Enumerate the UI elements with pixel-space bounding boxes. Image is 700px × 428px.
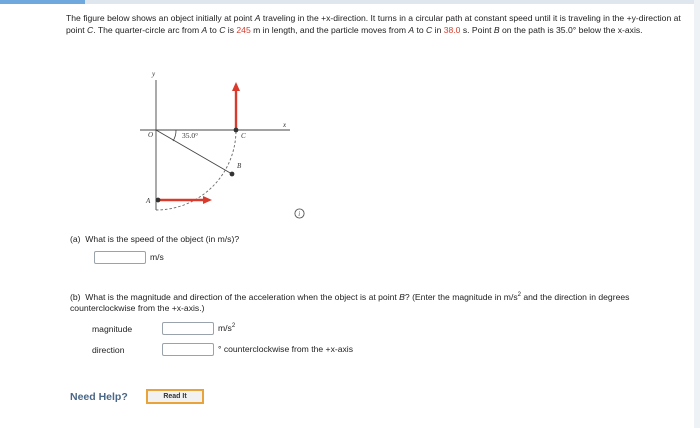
point-a-label: A (146, 197, 151, 205)
point-b-label: B (237, 162, 242, 170)
velocity-arrowhead-c (232, 82, 240, 91)
point-label: A (201, 24, 208, 35)
question-b (70, 290, 682, 315)
magnitude-unit (218, 323, 235, 333)
point-label: A (254, 13, 261, 23)
point-label: C (87, 24, 94, 35)
part-a-question: What is the speed of the object (in m/s)? (85, 234, 240, 244)
problem-text: s. Point (460, 24, 494, 35)
top-border (0, 0, 700, 4)
problem-text: to (414, 24, 427, 35)
problem-text: m in length, and the particle moves from (250, 24, 409, 35)
speed-unit: m/s (150, 252, 164, 262)
magnitude-unit-sup: 2 (231, 323, 236, 330)
read-it-button[interactable]: Read It (146, 389, 204, 404)
part-a-prefix: (a) (70, 234, 81, 244)
part-b-question-sup: 2 (517, 292, 521, 298)
point-a-dot (156, 198, 161, 203)
direction-label: direction (92, 345, 125, 355)
magnitude-unit-text: m/s (218, 323, 232, 333)
magnitude-answer-input[interactable] (162, 322, 214, 335)
part-b-question-start: What is the magnitude and direction of the acceleration when the object is at point (85, 291, 400, 302)
top-border-accent (0, 0, 85, 4)
scrollbar[interactable] (694, 0, 700, 428)
velocity-arrowhead-a (203, 196, 212, 204)
time-value: 38.0 (443, 24, 461, 35)
x-axis-label: x (283, 121, 287, 129)
point-label: C (426, 24, 433, 35)
part-b-prefix: (b) (70, 291, 81, 302)
speed-answer-input[interactable] (94, 251, 146, 264)
circular-path (156, 130, 236, 210)
question-a (70, 234, 239, 246)
arc-length-value: 245 (236, 24, 251, 35)
problem-text: is (225, 24, 237, 35)
magnitude-label: magnitude (92, 324, 133, 334)
part-b-question-mid: ? (Enter the magnitude in m/s (404, 291, 518, 302)
point-label: B (493, 24, 500, 35)
problem-text: in (432, 24, 444, 35)
point-c-label: C (241, 132, 246, 140)
point-b-dot (230, 172, 235, 177)
point-label: A (408, 24, 415, 35)
y-axis-label: y (152, 70, 156, 78)
origin-label: O (148, 131, 154, 139)
problem-statement (66, 13, 686, 36)
problem-text: . The quarter-circle arc from (93, 24, 202, 35)
svg-text:i: i (298, 210, 301, 219)
angle-label: 35.0° (182, 131, 199, 140)
part-b-question-end: and the direction in degrees counterclockwise from the +x-axis.) (70, 291, 630, 314)
problem-text: to (207, 24, 220, 35)
info-icon[interactable] (294, 208, 305, 219)
problem-text: The figure below shows an object initially at point (66, 13, 255, 23)
part-b-point: B (399, 291, 405, 302)
point-label: C (219, 24, 226, 35)
circular-path-figure (140, 62, 300, 222)
problem-text: on the path is 35.0° below the x-axis. (499, 24, 643, 35)
need-help-label: Need Help? (70, 391, 128, 403)
direction-unit: ° counterclockwise from the +x-axis (218, 344, 354, 354)
direction-answer-input[interactable] (162, 343, 214, 356)
point-c-dot (234, 128, 239, 133)
angle-arc (173, 130, 176, 141)
problem-text: traveling in the +x-direction. It turns in a circular path at constant speed until it is traveling in the +y-direction at point (66, 13, 681, 35)
